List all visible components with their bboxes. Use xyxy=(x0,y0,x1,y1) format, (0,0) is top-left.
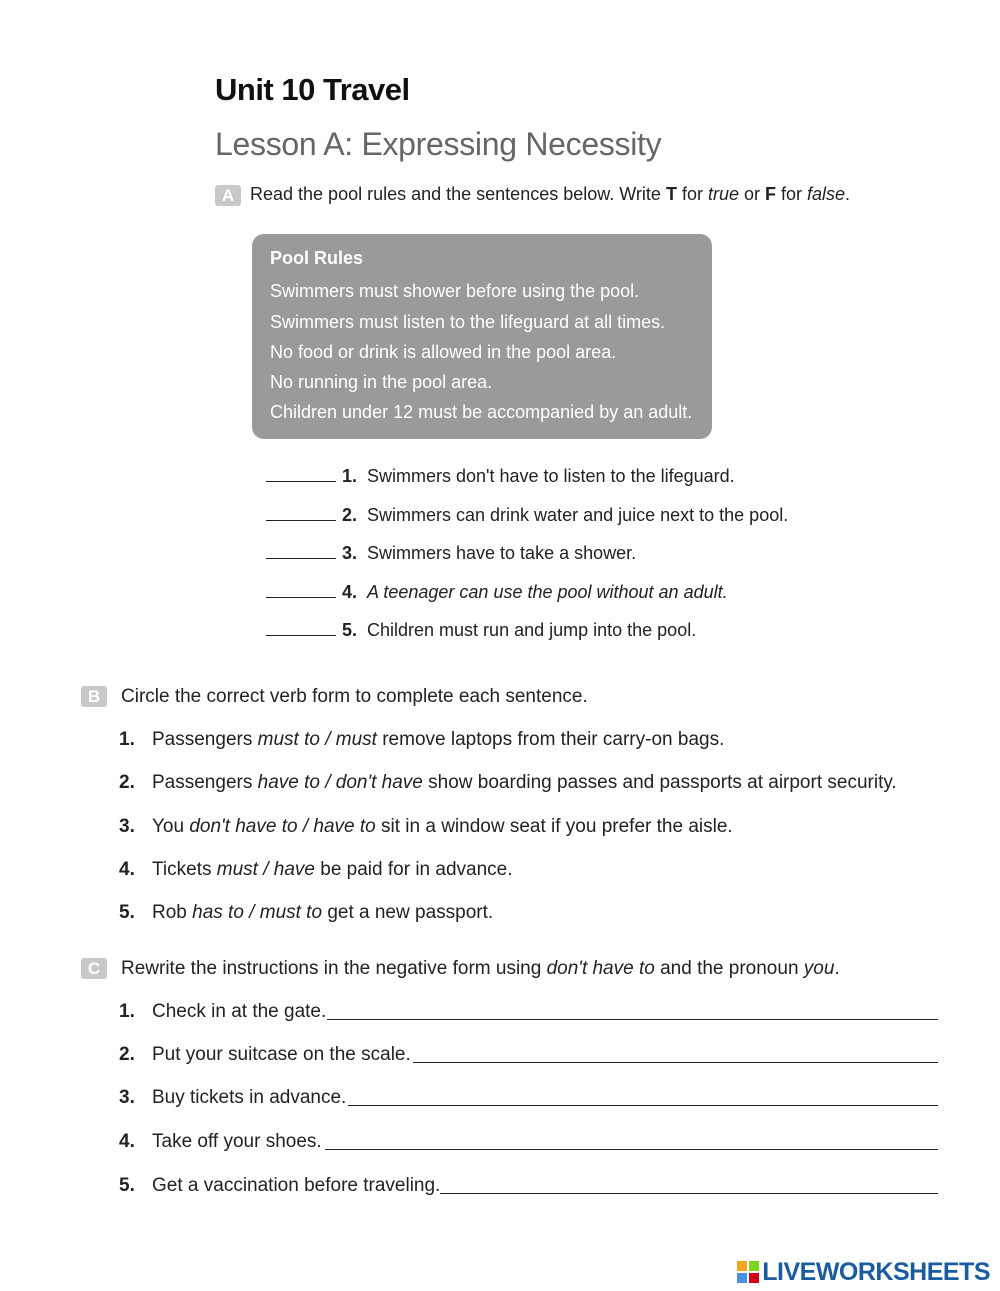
pool-rule: Children under 12 must be accompanied by an adult. xyxy=(270,402,693,422)
answer-line[interactable] xyxy=(327,1019,938,1020)
answer-line[interactable] xyxy=(348,1105,938,1106)
circle-item: 4. Tickets must / have be paid for in advance. xyxy=(119,859,513,880)
pool-rule: No running in the pool area. xyxy=(270,372,493,392)
section-a-instruction: Read the pool rules and the sentences below. Write T for true or F for false. xyxy=(250,184,851,204)
liveworksheets-logo-icon xyxy=(737,1261,759,1283)
rewrite-item: 5. Get a vaccination before traveling. xyxy=(119,1175,441,1196)
pool-rules-heading: Pool Rules xyxy=(270,248,364,268)
rewrite-item: 1. Check in at the gate. xyxy=(119,1001,327,1022)
answer-blank[interactable] xyxy=(266,635,336,636)
pool-rule: Swimmers must listen to the lifeguard at all times. xyxy=(270,312,666,332)
true-false-item: 5. Children must run and jump into the pool. xyxy=(266,620,696,646)
circle-item: 5. Rob has to / must to get a new passport. xyxy=(119,902,494,923)
liveworksheets-logo[interactable]: LIVEWORKSHEETS xyxy=(737,1258,990,1287)
answer-line[interactable] xyxy=(440,1193,938,1194)
true-false-item: 3. Swimmers have to take a shower. xyxy=(266,543,636,569)
answer-blank[interactable] xyxy=(266,481,336,482)
true-false-item: 2. Swimmers can drink water and juice next to the pool. xyxy=(266,505,788,531)
verb-choice[interactable]: must to / must xyxy=(257,729,377,750)
section-c-instruction: Rewrite the instructions in the negative form using don't have to and the pronoun you. xyxy=(121,958,840,979)
answer-line[interactable] xyxy=(413,1062,938,1063)
section-b-badge: B xyxy=(81,686,107,707)
true-false-item: 1. Swimmers don't have to listen to the lifeguard. xyxy=(266,466,735,492)
verb-choice[interactable]: must / have xyxy=(216,859,315,880)
section-b-instruction: Circle the correct verb form to complete each sentence. xyxy=(121,686,588,707)
section-c-badge: C xyxy=(81,958,107,979)
verb-choice[interactable]: don't have to / have to xyxy=(189,816,376,837)
unit-title: Unit 10 Travel xyxy=(215,72,410,107)
rewrite-item: 4. Take off your shoes. xyxy=(119,1131,322,1152)
answer-line[interactable] xyxy=(325,1149,938,1150)
answer-blank[interactable] xyxy=(266,597,336,598)
circle-item: 3. You don't have to / have to sit in a window seat if you prefer the aisle. xyxy=(119,816,733,837)
circle-item: 1. Passengers must to / must remove laptops from their carry-on bags. xyxy=(119,729,725,750)
verb-choice[interactable]: have to / don't have xyxy=(257,772,423,793)
rewrite-item: 2. Put your suitcase on the scale. xyxy=(119,1044,411,1065)
pool-rule: Swimmers must shower before using the pool. xyxy=(270,281,640,301)
circle-item: 2. Passengers have to / don't have show boarding passes and passports at airport security. xyxy=(119,772,897,793)
answer-blank[interactable] xyxy=(266,520,336,521)
pool-rules-box xyxy=(252,234,712,439)
verb-choice[interactable]: has to / must to xyxy=(192,902,323,923)
rewrite-item: 3. Buy tickets in advance. xyxy=(119,1087,347,1108)
section-a-badge: A xyxy=(215,185,241,206)
pool-rule: No food or drink is allowed in the pool area. xyxy=(270,342,617,362)
lesson-title: Lesson A: Expressing Necessity xyxy=(215,126,662,162)
true-false-item: 4. A teenager can use the pool without an adult. xyxy=(266,582,728,608)
answer-blank[interactable] xyxy=(266,558,336,559)
